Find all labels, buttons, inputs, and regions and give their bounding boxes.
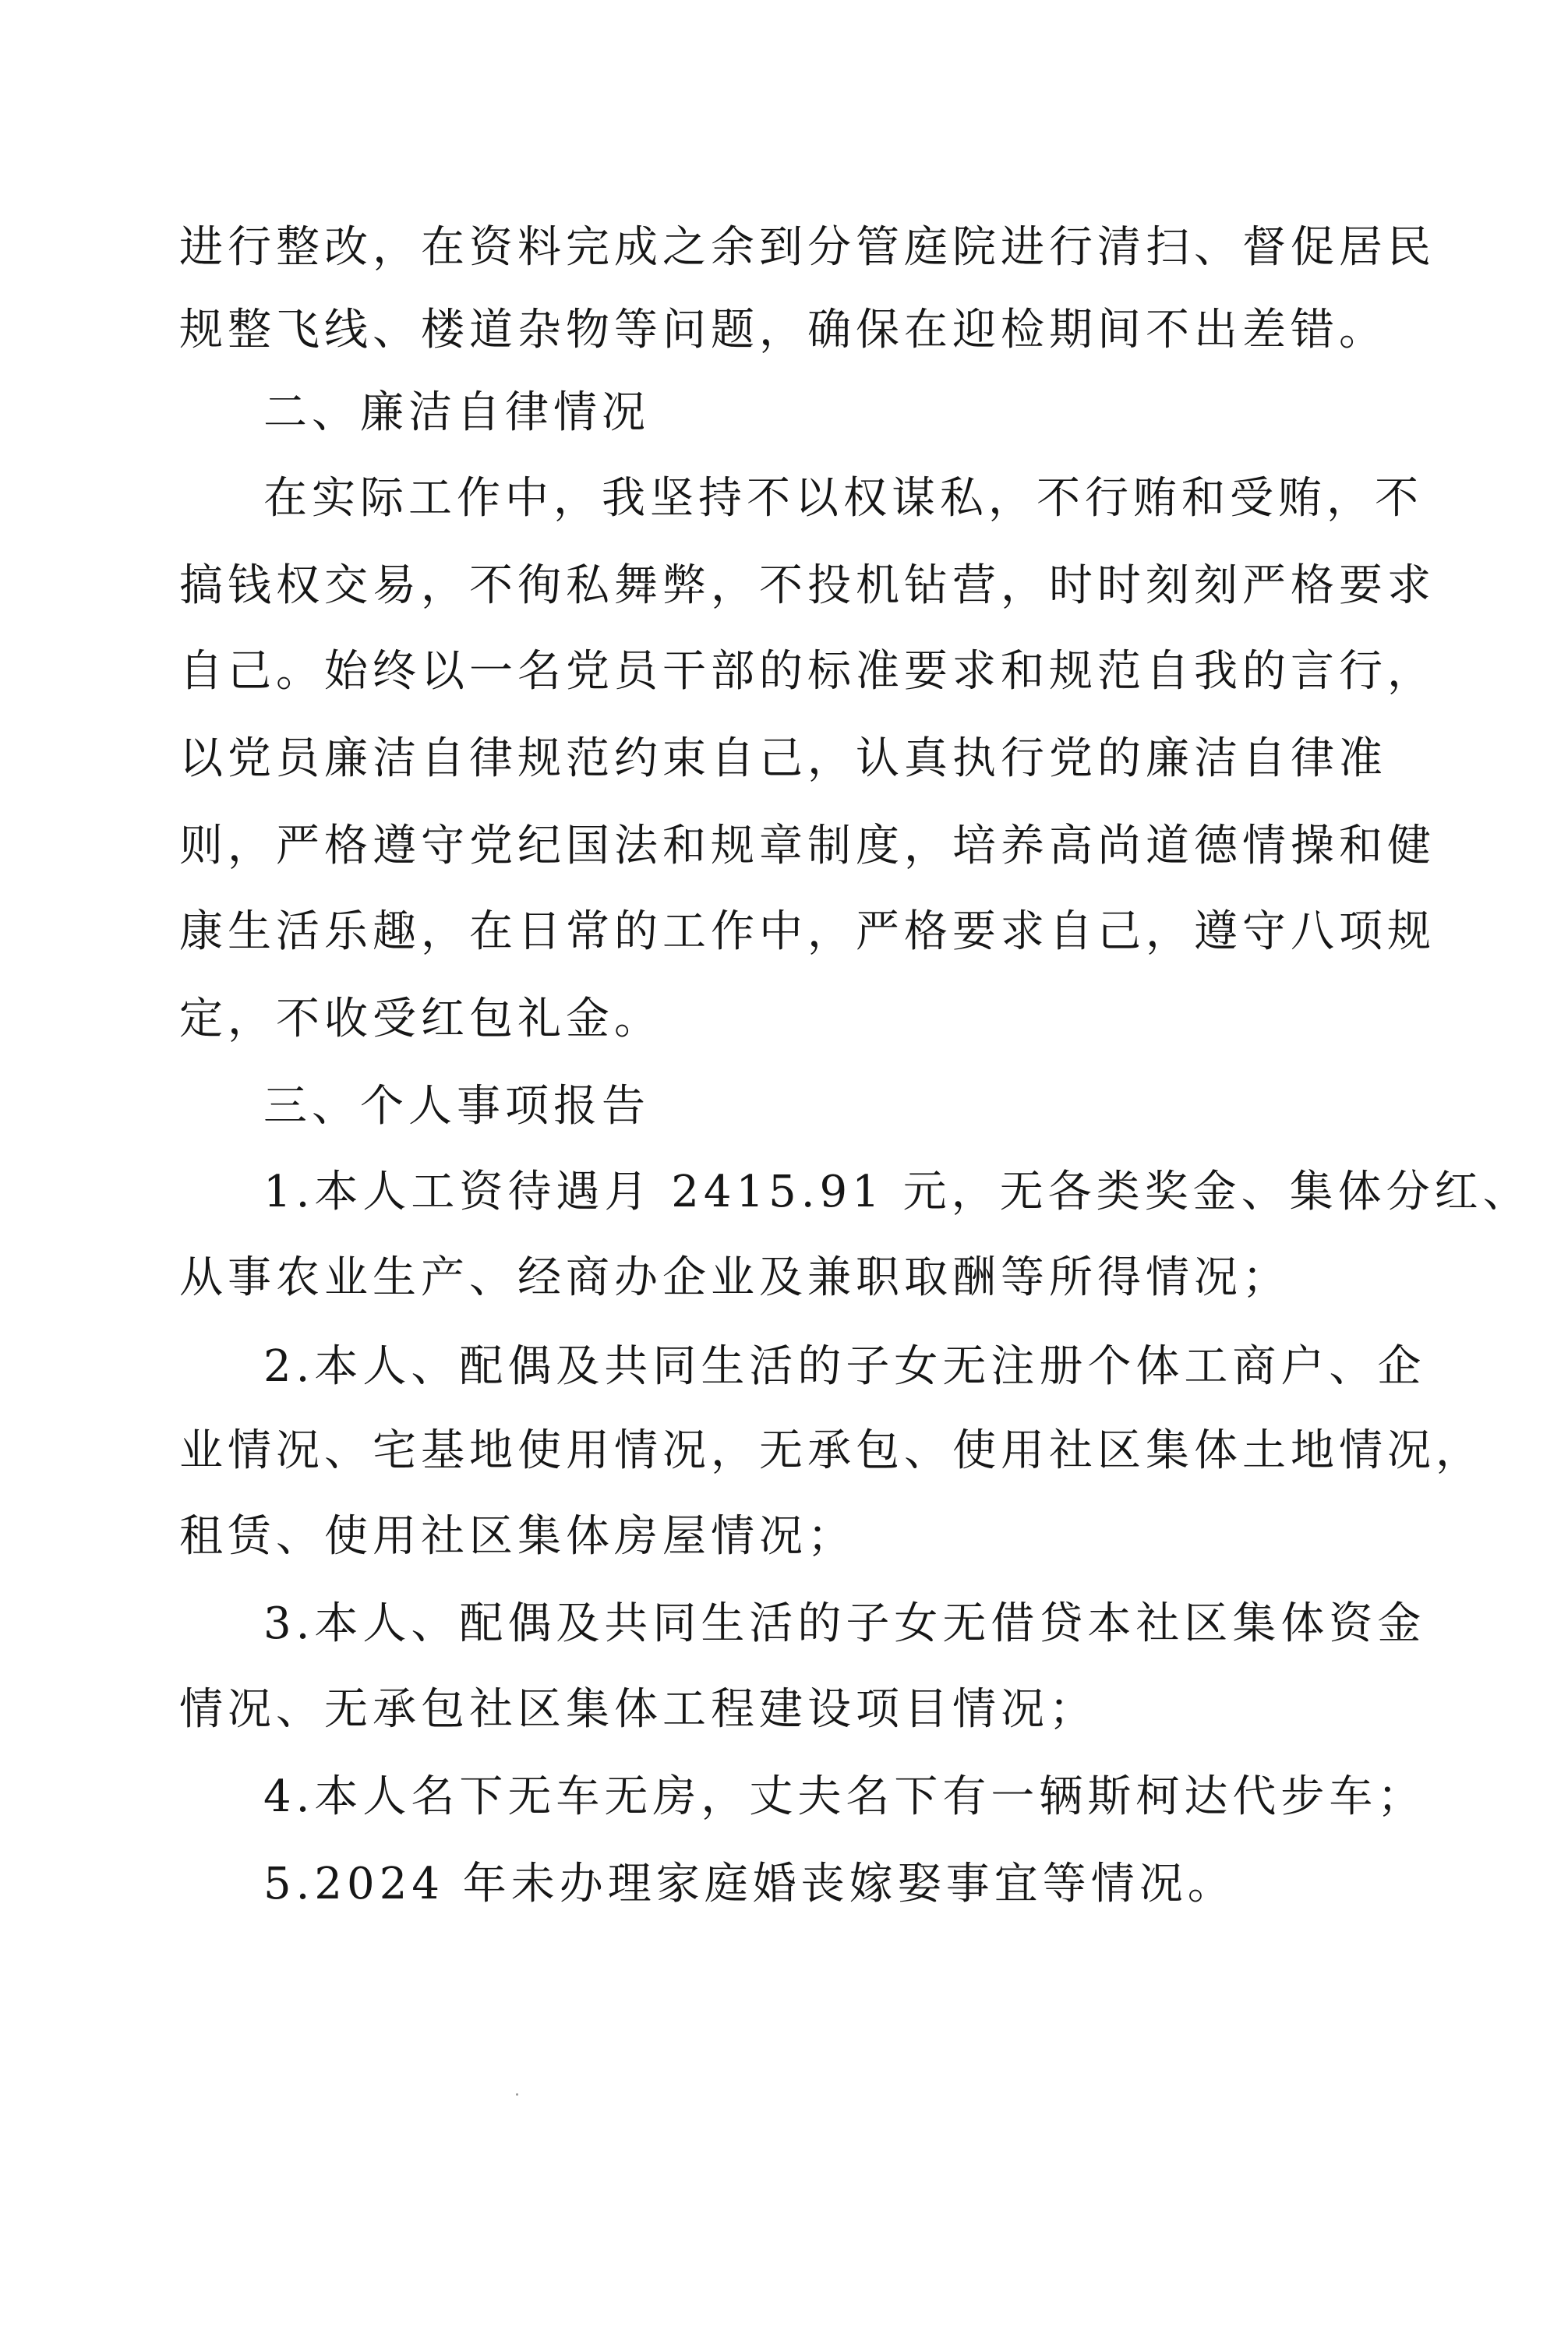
list-item-line: 1.本人工资待遇月 2415.91 元，无各类奖金、集体分红、 [263, 1167, 1531, 1217]
list-item-line: 4.本人名下无车无房，丈夫名下有一辆斯柯达代步车； [263, 1771, 1426, 1822]
list-item-line: 2.本人、配偶及共同生活的子女无注册个体工商户、企 [263, 1341, 1426, 1392]
paragraph-line: 规整飞线、楼道杂物等问题，确保在迎检期间不出差错。 [179, 305, 1387, 355]
section-heading: 三、个人事项报告 [263, 1081, 650, 1132]
list-item-line: 3.本人、配偶及共同生活的子女无借贷本社区集体资金 [263, 1598, 1426, 1649]
list-item-line: 情况、无承包社区集体工程建设项目情况； [179, 1684, 1097, 1735]
paragraph-line: 进行整改，在资料完成之余到分管庭院进行清扫、督促居民 [179, 222, 1436, 273]
section-heading: 二、廉洁自律情况 [263, 387, 650, 438]
list-item-line: 业情况、宅基地使用情况，无承包、使用社区集体土地情况， [179, 1425, 1484, 1476]
scan-speck [516, 2093, 518, 2096]
paragraph-line: 康生活乐趣，在日常的工作中，严格要求自己，遵守八项规 [179, 906, 1436, 957]
list-item-line: 租赁、使用社区集体房屋情况； [179, 1511, 856, 1562]
paragraph-line: 则，严格遵守党纪国法和规章制度，培养高尚道德情操和健 [179, 821, 1436, 871]
paragraph-line: 搞钱权交易，不徇私舞弊，不投机钻营，时时刻刻严格要求 [179, 560, 1436, 611]
list-item-line: 5.2024 年未办理家庭婚丧嫁娶事宜等情况。 [263, 1859, 1236, 1909]
paragraph-line: 在实际工作中，我坚持不以权谋私，不行贿和受贿，不 [263, 473, 1423, 524]
paragraph-line: 定，不收受红包礼金。 [179, 994, 662, 1044]
paragraph-line: 自己。始终以一名党员干部的标准要求和规范自我的言行， [179, 646, 1436, 697]
paragraph-line: 以党员廉洁自律规范约束自己，认真执行党的廉洁自律准 [179, 733, 1387, 784]
list-item-line: 从事农业生产、经商办企业及兼职取酬等所得情况； [179, 1252, 1291, 1303]
